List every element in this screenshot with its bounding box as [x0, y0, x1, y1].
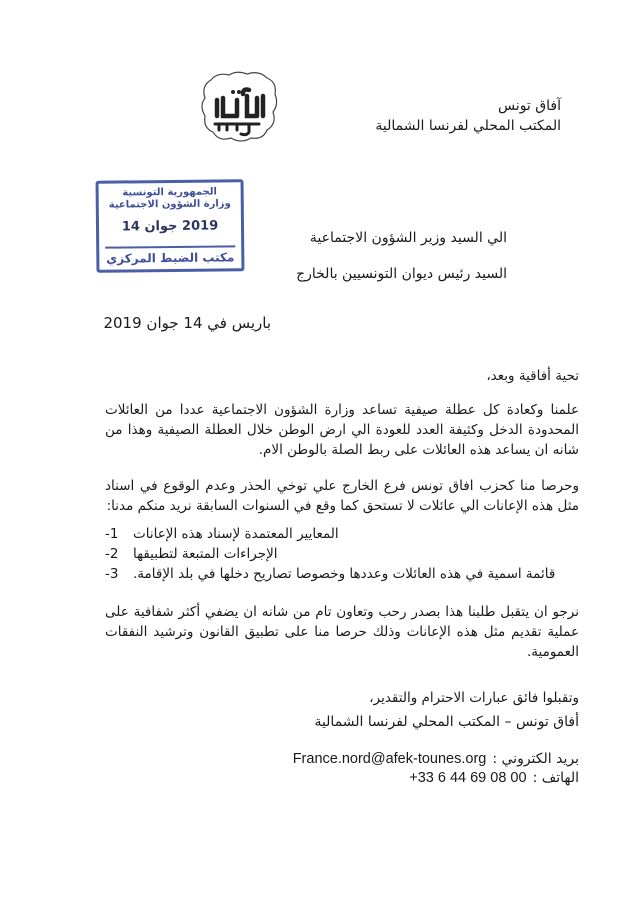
place-date-line: باريس في 14 جوان 2019 — [103, 314, 271, 332]
list-item-number: -3 — [105, 566, 119, 582]
receipt-stamp — [96, 179, 245, 273]
letter-body — [105, 366, 579, 708]
paragraph-1: علمنا وكعادة كل عطلة صيفية تساعد وزارة الشؤون الاجتماعية عددا من العائلات المحدودة الدخل وكثيفة العدد للعودة الي ارض الوطن خلال العطلة الصيفية وهذا من شانه ان يساعد هذه العائلات على ربط الصلة بالوطن الام. — [105, 402, 579, 458]
email-label: بريد الكتروني : — [492, 751, 579, 767]
recipient-minister: الي السيد وزير الشؤون الاجتماعية — [309, 230, 507, 246]
sender-header — [375, 96, 561, 136]
list-item-text: قائمة اسمية في هذه العائلات وعددها وخصوصا تصاريح دخلها في بلد الإقامة. — [133, 566, 556, 582]
list-item — [105, 564, 579, 584]
email-address[interactable]: France.nord@afek-tounes.org — [292, 751, 487, 767]
greeting: تحية أفاقية وبعد، — [486, 368, 579, 384]
list-item — [105, 524, 579, 544]
closing-line: وتقبلوا فائق عبارات الاحترام والتقدير، — [369, 690, 579, 706]
list-item-number: -2 — [105, 546, 119, 562]
paragraph-3: نرجو ان يتقبل طلبنا هذا بصدر رحب وتعاون تام من شانه ان يضفي أكثر شفافية على عملية تقديم مثل هذه الإعانات وذلك حرصا منا على تطبيق القانون وترشيد النفقات العمومية. — [105, 604, 579, 660]
header-office-name: المكتب المحلي لفرنسا الشمالية — [375, 118, 561, 134]
list-item-text: المعايير المعتمدة لإسناد هذه الإعانات — [133, 526, 339, 542]
logo-graphic — [197, 70, 279, 146]
recipients-block — [296, 228, 507, 300]
paragraph-2: وحرصا منا كحزب افاق تونس فرع الخارج علي توخي الحذر وعدم الوقوع في اسناد مثل هذه الإعانات الي عائلات لا تستحق كما وقع في السنوات السابقة نريد منكم مدنا: — [105, 478, 579, 514]
list-item — [105, 544, 579, 564]
phone-label: الهاتف : — [532, 770, 579, 786]
recipient-office-head: السيد رئيس ديوان التونسيين بالخارج — [296, 266, 507, 282]
phone-row — [293, 769, 579, 788]
stamp-line-ministry: وزارة الشؤون الاجتماعية — [108, 198, 231, 211]
stamp-office: مكتب الضبط المركزي — [105, 245, 235, 265]
header-org-name: آفاق تونس — [497, 98, 561, 114]
request-list — [105, 524, 579, 584]
email-row — [293, 750, 579, 769]
stamp-date: 2019 جوان 14 — [121, 218, 219, 235]
phone-number: +33 6 44 69 08 00 — [409, 770, 527, 786]
list-item-text: الإجراءات المتبعة لتطبيقها — [133, 546, 278, 562]
stamp-line-republic: الجمهورية التونسية — [122, 186, 218, 199]
signature: أفاق تونس – المكتب المحلي لفرنسا الشمالية — [314, 714, 579, 730]
afek-tounes-logo — [197, 70, 279, 146]
contact-block — [293, 750, 579, 788]
list-item-number: -1 — [105, 526, 119, 542]
